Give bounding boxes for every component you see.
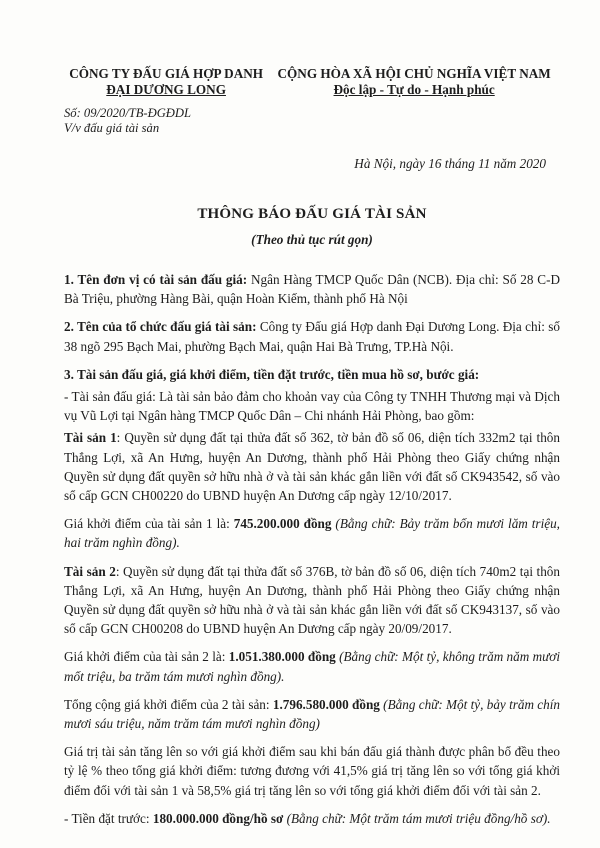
section-3-intro: - Tài sản đấu giá: Là tài sản bảo đảm cho khoản vay của Công ty TNHH Thương mại và Dịch vụ Vũ Lợi tại Ngân hàng TMCP Quốc Dân – Chi nhánh Hải Phòng, bao gồm: xyxy=(64,389,560,424)
total-price-value: 1.796.580.000 đồng xyxy=(272,696,380,712)
asset-1-label: Tài sản 1 xyxy=(64,430,117,446)
deposit-prefix: - Tiền đặt trước: xyxy=(64,810,153,826)
document-subtitle: (Theo thủ tục rút gọn) xyxy=(251,232,373,247)
section-2 xyxy=(64,317,560,355)
document-number xyxy=(64,106,268,136)
total-price-prefix: Tổng cộng giá khởi điểm của 2 tài sản: xyxy=(64,696,273,712)
asset-2-price-prefix: Giá khởi điểm của tài sản 2 là: xyxy=(64,649,229,665)
asset-1-price-prefix: Giá khởi điểm của tài sản 1 là: xyxy=(64,516,234,532)
section-2-text: Công ty Đấu giá Hợp danh Đại Dương Long. Địa chỉ: số 38 ngõ 295 Bạch Mai, phường Bạch Mai, quận Hai Bà Trưng, TP.Hà Nội. xyxy=(64,319,560,354)
section-1 xyxy=(64,270,560,308)
doc-number-text: Số: 09/2020/TB-ĐGĐDL xyxy=(64,106,191,120)
issuer-block xyxy=(64,66,268,136)
total-price xyxy=(64,695,560,733)
section-3-label: 3. Tài sản đấu giá, giá khởi điểm, tiền đặt trước, tiền mua hồ sơ, bước giá: xyxy=(64,366,480,382)
asset-2 xyxy=(64,562,560,639)
deposit-words: (Bằng chữ: Một trăm tám mươi triệu đồng/hồ sơ). xyxy=(283,810,551,826)
asset-2-price-words: (Bằng chữ: Một tỷ, không trăm năm mươi mốt triệu, ba trăm tám mươi nghìn đồng). xyxy=(64,649,561,684)
nation-motto: Độc lập - Tự do - Hạnh phúc xyxy=(333,82,495,97)
asset-2-label: Tài sản 2 xyxy=(64,563,116,579)
company-name-line2: ĐẠI DƯƠNG LONG xyxy=(106,82,226,97)
section-2-label: 2. Tên của tổ chức đấu giá tài sản: xyxy=(64,319,257,335)
document-title: THÔNG BÁO ĐẤU GIÁ TÀI SẢN xyxy=(197,206,427,222)
document-date: Hà Nội, ngày 16 tháng 11 năm 2020 xyxy=(354,156,546,171)
doc-subject-text: V/v đấu giá tài sản xyxy=(64,121,160,135)
national-motto-block xyxy=(268,66,560,136)
asset-1-price-words: (Bằng chữ: Bảy trăm bốn mươi lăm triệu, hai trăm nghìn đồng). xyxy=(64,516,560,551)
asset-2-price-value: 1.051.380.000 đồng xyxy=(228,649,336,665)
asset-1 xyxy=(64,428,560,505)
section-1-label: 1. Tên đơn vị có tài sản đấu giá: xyxy=(64,272,248,287)
section-1-text: Ngân Hàng TMCP Quốc Dân (NCB). Địa chỉ: Số 28 C-D Bà Triệu, phường Hàng Bài, quận Hoàn Kiếm, thành phố Hà Nội xyxy=(64,272,560,307)
asset-1-text: : Quyền sử dụng đất tại thửa đất số 362, tờ bản đồ số 06, diện tích 332m2 tại thôn Thắng Lợi, xã An Hưng, huyện An Dương, thành phố Hải Phòng theo Giấy chứng nhận Quyền sử dụng đất quyền sở hữu nhà ở và tài sản khác gắn liền với đất số CK943542, số vào sổ cấp GCN CH00220 do UBND huyện An Dương cấp ngày 12/10/2017. xyxy=(64,430,560,504)
deposit xyxy=(64,809,560,828)
asset-1-price xyxy=(64,514,560,552)
total-price-words: (Bằng chữ: Một tỷ, bảy trăm chín mươi sáu triệu, năm trăm tám mươi nghìn đồng) xyxy=(64,696,561,732)
allocation-paragraph: Giá trị tài sản tăng lên so với giá khởi điểm sau khi bán đấu giá thành được phân bổ đều theo tỷ lệ % theo tổng giá khởi điểm: tương đương với 41,5% giá trị tăng lên so với tổng giá khởi điểm đối với tài sản 1 và 58,5% giá trị tăng lên so với tổng giá khởi điểm đối với tài sản 2. xyxy=(64,744,560,798)
company-name-line1: CÔNG TY ĐẤU GIÁ HỢP DANH xyxy=(69,66,264,81)
asset-2-text: : Quyền sử dụng đất tại thửa đất số 376B, tờ bản đồ số 06, diện tích 740m2 tại thôn Thắng Lợi, xã An Hưng, huyện An Dương, thành phố Hải Phòng theo Giấy chứng nhận Quyền sử dụng đất quyền sở hữu nhà ở và tài sản khác gắn liền với đất số CK943137, số vào sổ cấp GCN CH00208 do UBND huyện An Dương cấp ngày 20/09/2017. xyxy=(64,563,560,637)
nation-name: CỘNG HÒA XÃ HỘI CHỦ NGHĨA VIỆT NAM xyxy=(277,66,551,81)
deposit-amount: 180.000.000 đồng/hồ sơ xyxy=(152,810,284,826)
asset-1-price-value: 745.200.000 đồng xyxy=(233,516,332,532)
section-3-heading xyxy=(64,365,560,384)
document-header xyxy=(64,66,560,136)
asset-2-price xyxy=(64,647,560,685)
document-body xyxy=(64,270,560,828)
